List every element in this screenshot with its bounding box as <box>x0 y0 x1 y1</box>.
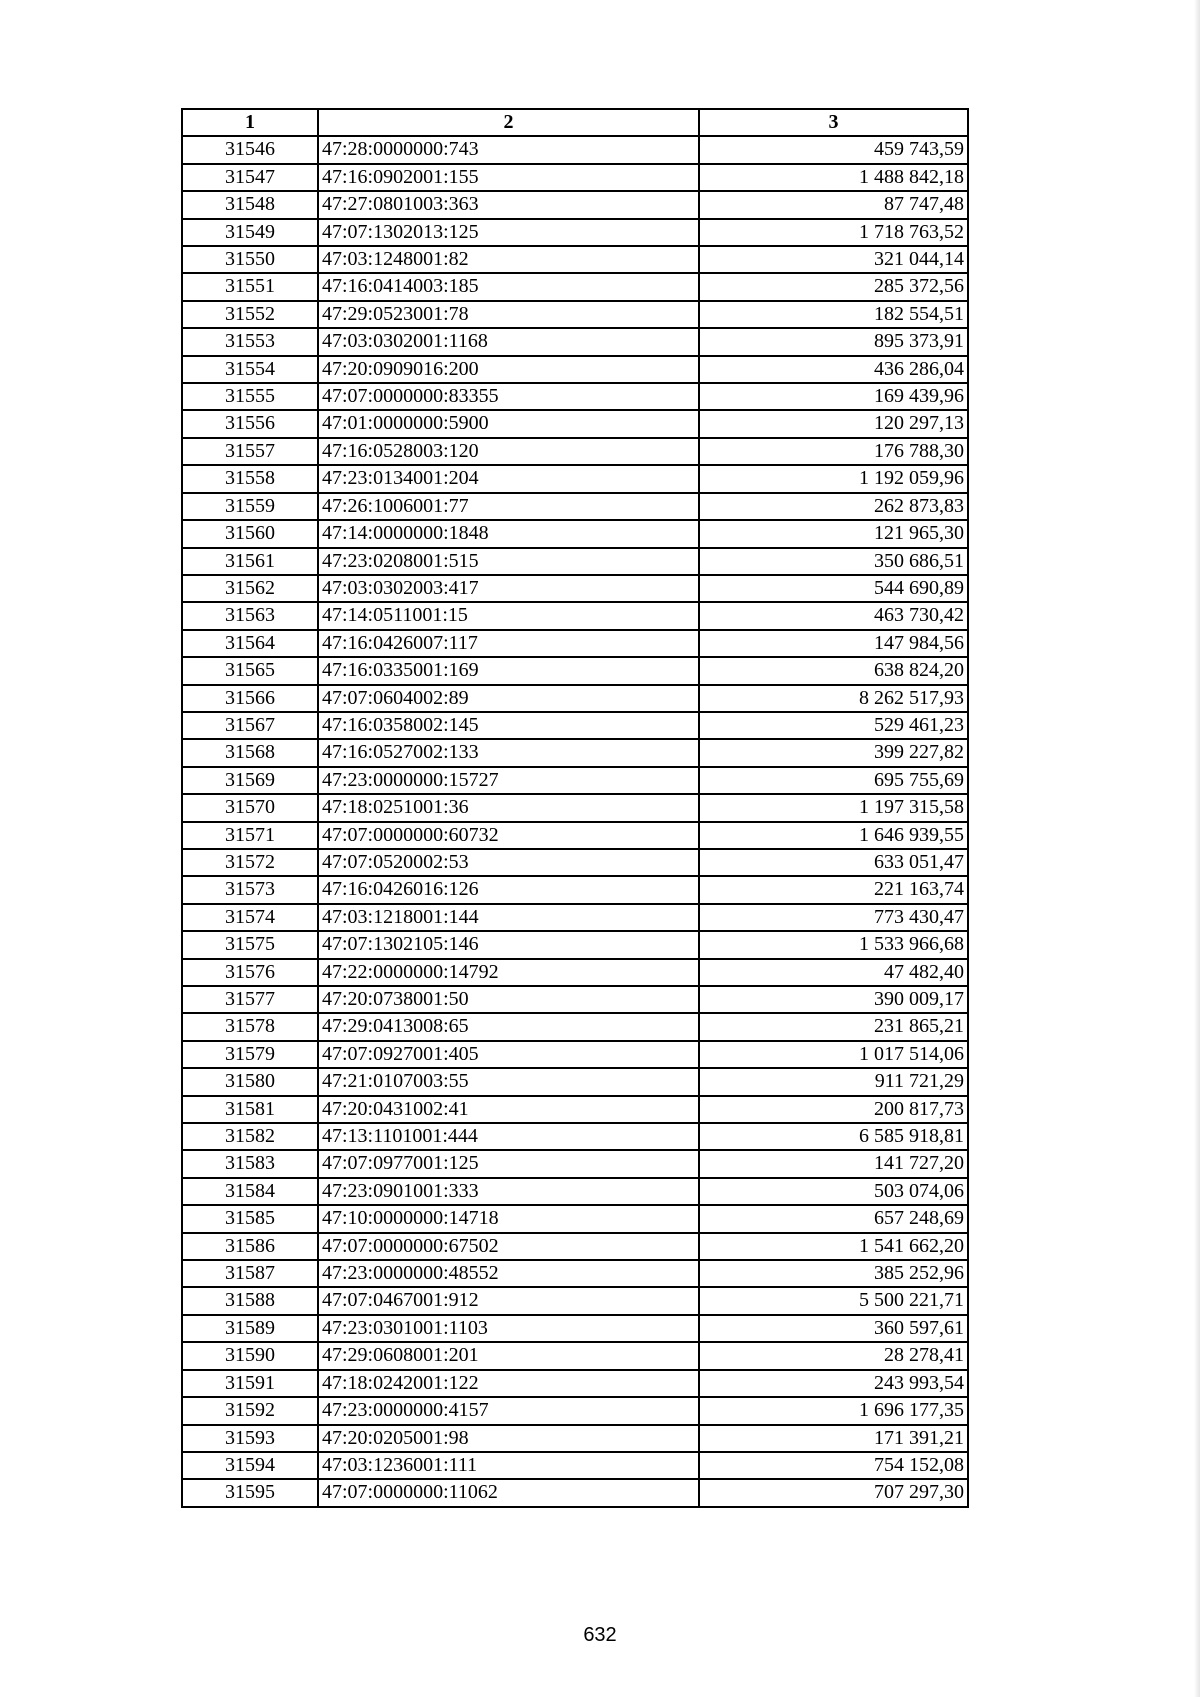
value-cell: 121 965,30 <box>699 520 968 547</box>
table-row <box>182 1205 968 1232</box>
cadastral-number-cell: 47:29:0413008:65 <box>318 1013 699 1040</box>
row-number-cell: 31589 <box>182 1315 318 1342</box>
value-cell: 87 747,48 <box>699 191 968 218</box>
value-cell: 5 500 221,71 <box>699 1287 968 1314</box>
value-cell: 182 554,51 <box>699 301 968 328</box>
cadastral-number-cell: 47:20:0738001:50 <box>318 986 699 1013</box>
cadastral-number-cell: 47:07:0000000:67502 <box>318 1233 699 1260</box>
table-row <box>182 1370 968 1397</box>
row-number-cell: 31559 <box>182 493 318 520</box>
cadastral-number-cell: 47:23:0000000:4157 <box>318 1397 699 1424</box>
row-number-cell: 31570 <box>182 794 318 821</box>
value-cell: 633 051,47 <box>699 849 968 876</box>
table-row <box>182 438 968 465</box>
cadastral-number-cell: 47:16:0902001:155 <box>318 164 699 191</box>
page-edge <box>1194 0 1200 1697</box>
cadastral-number-cell: 47:16:0426016:126 <box>318 876 699 903</box>
cadastral-number-cell: 47:16:0527002:133 <box>318 739 699 766</box>
table-row <box>182 301 968 328</box>
row-number-cell: 31585 <box>182 1205 318 1232</box>
value-cell: 544 690,89 <box>699 575 968 602</box>
value-cell: 28 278,41 <box>699 1342 968 1369</box>
value-cell: 463 730,42 <box>699 602 968 629</box>
table-row <box>182 712 968 739</box>
cadastral-number-cell: 47:03:0302003:417 <box>318 575 699 602</box>
row-number-cell: 31586 <box>182 1233 318 1260</box>
table-row <box>182 493 968 520</box>
cadastral-number-cell: 47:26:1006001:77 <box>318 493 699 520</box>
value-cell: 754 152,08 <box>699 1452 968 1479</box>
row-number-cell: 31581 <box>182 1096 318 1123</box>
row-number-cell: 31557 <box>182 438 318 465</box>
page-number: 632 <box>583 1624 617 1646</box>
table-row <box>182 931 968 958</box>
table-row <box>182 136 968 163</box>
table-row <box>182 383 968 410</box>
row-number-cell: 31574 <box>182 904 318 931</box>
row-number-cell: 31554 <box>182 356 318 383</box>
table-row <box>182 410 968 437</box>
row-number-cell: 31553 <box>182 328 318 355</box>
value-cell: 1 192 059,96 <box>699 465 968 492</box>
table-row <box>182 1425 968 1452</box>
value-cell: 1 488 842,18 <box>699 164 968 191</box>
cadastral-number-cell: 47:28:0000000:743 <box>318 136 699 163</box>
table-row <box>182 328 968 355</box>
row-number-cell: 31549 <box>182 219 318 246</box>
cadastral-number-cell: 47:21:0107003:55 <box>318 1068 699 1095</box>
cadastral-number-cell: 47:23:0000000:48552 <box>318 1260 699 1287</box>
table-row <box>182 904 968 931</box>
table-body <box>182 136 968 1506</box>
table-row <box>182 1178 968 1205</box>
row-number-cell: 31564 <box>182 630 318 657</box>
value-cell: 169 439,96 <box>699 383 968 410</box>
row-number-cell: 31563 <box>182 602 318 629</box>
cadastral-number-cell: 47:22:0000000:14792 <box>318 959 699 986</box>
cadastral-number-cell: 47:29:0608001:201 <box>318 1342 699 1369</box>
row-number-cell: 31578 <box>182 1013 318 1040</box>
table-row <box>182 876 968 903</box>
table-row <box>182 575 968 602</box>
cadastral-number-cell: 47:29:0523001:78 <box>318 301 699 328</box>
value-cell: 707 297,30 <box>699 1479 968 1506</box>
value-cell: 221 163,74 <box>699 876 968 903</box>
row-number-cell: 31550 <box>182 246 318 273</box>
row-number-cell: 31573 <box>182 876 318 903</box>
cadastral-number-cell: 47:07:0977001:125 <box>318 1150 699 1177</box>
table-row <box>182 986 968 1013</box>
header-col-1: 1 <box>182 109 318 136</box>
cadastral-number-cell: 47:18:0242001:122 <box>318 1370 699 1397</box>
cadastral-number-cell: 47:27:0801003:363 <box>318 191 699 218</box>
table-row <box>182 1041 968 1068</box>
table-row <box>182 794 968 821</box>
table-row <box>182 1123 968 1150</box>
table-row <box>182 685 968 712</box>
cadastral-number-cell: 47:16:0335001:169 <box>318 657 699 684</box>
value-cell: 1 718 763,52 <box>699 219 968 246</box>
value-cell: 1 541 662,20 <box>699 1233 968 1260</box>
value-cell: 503 074,06 <box>699 1178 968 1205</box>
table-row <box>182 219 968 246</box>
cadastral-number-cell: 47:20:0909016:200 <box>318 356 699 383</box>
table-row <box>182 1315 968 1342</box>
row-number-cell: 31583 <box>182 1150 318 1177</box>
cadastral-number-cell: 47:07:0000000:83355 <box>318 383 699 410</box>
table-row <box>182 1233 968 1260</box>
header-col-2: 2 <box>318 109 699 136</box>
table-row <box>182 465 968 492</box>
value-cell: 231 865,21 <box>699 1013 968 1040</box>
cadastral-number-cell: 47:07:0927001:405 <box>318 1041 699 1068</box>
table-row <box>182 246 968 273</box>
value-cell: 657 248,69 <box>699 1205 968 1232</box>
cadastral-number-cell: 47:07:0604002:89 <box>318 685 699 712</box>
row-number-cell: 31594 <box>182 1452 318 1479</box>
table-row <box>182 630 968 657</box>
table-row <box>182 356 968 383</box>
row-number-cell: 31582 <box>182 1123 318 1150</box>
row-number-cell: 31547 <box>182 164 318 191</box>
row-number-cell: 31587 <box>182 1260 318 1287</box>
value-cell: 6 585 918,81 <box>699 1123 968 1150</box>
cadastral-number-cell: 47:07:0000000:60732 <box>318 822 699 849</box>
table-row <box>182 1150 968 1177</box>
cadastral-number-cell: 47:23:0134001:204 <box>318 465 699 492</box>
row-number-cell: 31584 <box>182 1178 318 1205</box>
value-cell: 1 646 939,55 <box>699 822 968 849</box>
row-number-cell: 31561 <box>182 548 318 575</box>
row-number-cell: 31588 <box>182 1287 318 1314</box>
row-number-cell: 31568 <box>182 739 318 766</box>
cadastral-number-cell: 47:23:0208001:515 <box>318 548 699 575</box>
row-number-cell: 31579 <box>182 1041 318 1068</box>
row-number-cell: 31590 <box>182 1342 318 1369</box>
cadastral-number-cell: 47:23:0000000:15727 <box>318 767 699 794</box>
table-row <box>182 548 968 575</box>
table-row <box>182 520 968 547</box>
table-header <box>182 109 968 136</box>
cadastral-number-cell: 47:16:0426007:117 <box>318 630 699 657</box>
table-row <box>182 959 968 986</box>
table-row <box>182 1452 968 1479</box>
table-row <box>182 767 968 794</box>
table-row <box>182 1068 968 1095</box>
cadastral-number-cell: 47:16:0414003:185 <box>318 273 699 300</box>
table-row <box>182 164 968 191</box>
row-number-cell: 31551 <box>182 273 318 300</box>
value-cell: 1 017 514,06 <box>699 1041 968 1068</box>
table-row <box>182 849 968 876</box>
cadastral-number-cell: 47:23:0901001:333 <box>318 1178 699 1205</box>
value-cell: 285 372,56 <box>699 273 968 300</box>
row-number-cell: 31595 <box>182 1479 318 1506</box>
value-cell: 8 262 517,93 <box>699 685 968 712</box>
table-row <box>182 657 968 684</box>
value-cell: 321 044,14 <box>699 246 968 273</box>
value-cell: 399 227,82 <box>699 739 968 766</box>
registry-table <box>181 108 969 1508</box>
row-number-cell: 31576 <box>182 959 318 986</box>
row-number-cell: 31556 <box>182 410 318 437</box>
value-cell: 1 533 966,68 <box>699 931 968 958</box>
value-cell: 47 482,40 <box>699 959 968 986</box>
cadastral-number-cell: 47:14:0511001:15 <box>318 602 699 629</box>
table-row <box>182 822 968 849</box>
table-row <box>182 191 968 218</box>
value-cell: 695 755,69 <box>699 767 968 794</box>
row-number-cell: 31552 <box>182 301 318 328</box>
value-cell: 895 373,91 <box>699 328 968 355</box>
value-cell: 911 721,29 <box>699 1068 968 1095</box>
row-number-cell: 31565 <box>182 657 318 684</box>
header-col-3: 3 <box>699 109 968 136</box>
value-cell: 120 297,13 <box>699 410 968 437</box>
value-cell: 200 817,73 <box>699 1096 968 1123</box>
table-row <box>182 1013 968 1040</box>
row-number-cell: 31562 <box>182 575 318 602</box>
table-row <box>182 1397 968 1424</box>
value-cell: 1 197 315,58 <box>699 794 968 821</box>
value-cell: 350 686,51 <box>699 548 968 575</box>
row-number-cell: 31566 <box>182 685 318 712</box>
row-number-cell: 31575 <box>182 931 318 958</box>
value-cell: 262 873,83 <box>699 493 968 520</box>
table-row <box>182 1479 968 1506</box>
value-cell: 390 009,17 <box>699 986 968 1013</box>
value-cell: 385 252,96 <box>699 1260 968 1287</box>
row-number-cell: 31560 <box>182 520 318 547</box>
row-number-cell: 31571 <box>182 822 318 849</box>
cadastral-number-cell: 47:10:0000000:14718 <box>318 1205 699 1232</box>
cadastral-number-cell: 47:07:0000000:11062 <box>318 1479 699 1506</box>
cadastral-number-cell: 47:07:0467001:912 <box>318 1287 699 1314</box>
value-cell: 436 286,04 <box>699 356 968 383</box>
cadastral-number-cell: 47:20:0205001:98 <box>318 1425 699 1452</box>
table-row <box>182 1342 968 1369</box>
row-number-cell: 31548 <box>182 191 318 218</box>
row-number-cell: 31577 <box>182 986 318 1013</box>
value-cell: 1 696 177,35 <box>699 1397 968 1424</box>
row-number-cell: 31567 <box>182 712 318 739</box>
value-cell: 459 743,59 <box>699 136 968 163</box>
cadastral-number-cell: 47:03:1236001:111 <box>318 1452 699 1479</box>
value-cell: 171 391,21 <box>699 1425 968 1452</box>
cadastral-number-cell: 47:01:0000000:5900 <box>318 410 699 437</box>
row-number-cell: 31569 <box>182 767 318 794</box>
cadastral-number-cell: 47:20:0431002:41 <box>318 1096 699 1123</box>
cadastral-number-cell: 47:03:1218001:144 <box>318 904 699 931</box>
row-number-cell: 31555 <box>182 383 318 410</box>
cadastral-number-cell: 47:03:0302001:1168 <box>318 328 699 355</box>
cadastral-number-cell: 47:14:0000000:1848 <box>318 520 699 547</box>
cadastral-number-cell: 47:13:1101001:444 <box>318 1123 699 1150</box>
cadastral-number-cell: 47:07:1302013:125 <box>318 219 699 246</box>
row-number-cell: 31572 <box>182 849 318 876</box>
header-row <box>182 109 968 136</box>
row-number-cell: 31591 <box>182 1370 318 1397</box>
row-number-cell: 31580 <box>182 1068 318 1095</box>
row-number-cell: 31558 <box>182 465 318 492</box>
row-number-cell: 31592 <box>182 1397 318 1424</box>
table-row <box>182 602 968 629</box>
cadastral-number-cell: 47:23:0301001:1103 <box>318 1315 699 1342</box>
cadastral-number-cell: 47:16:0358002:145 <box>318 712 699 739</box>
table-row <box>182 739 968 766</box>
value-cell: 360 597,61 <box>699 1315 968 1342</box>
cadastral-number-cell: 47:18:0251001:36 <box>318 794 699 821</box>
table-row <box>182 273 968 300</box>
table-row <box>182 1260 968 1287</box>
value-cell: 147 984,56 <box>699 630 968 657</box>
row-number-cell: 31593 <box>182 1425 318 1452</box>
value-cell: 176 788,30 <box>699 438 968 465</box>
value-cell: 638 824,20 <box>699 657 968 684</box>
cadastral-number-cell: 47:07:1302105:146 <box>318 931 699 958</box>
value-cell: 141 727,20 <box>699 1150 968 1177</box>
cadastral-number-cell: 47:07:0520002:53 <box>318 849 699 876</box>
table-row <box>182 1287 968 1314</box>
cadastral-number-cell: 47:03:1248001:82 <box>318 246 699 273</box>
value-cell: 773 430,47 <box>699 904 968 931</box>
value-cell: 243 993,54 <box>699 1370 968 1397</box>
row-number-cell: 31546 <box>182 136 318 163</box>
table-row <box>182 1096 968 1123</box>
value-cell: 529 461,23 <box>699 712 968 739</box>
cadastral-number-cell: 47:16:0528003:120 <box>318 438 699 465</box>
